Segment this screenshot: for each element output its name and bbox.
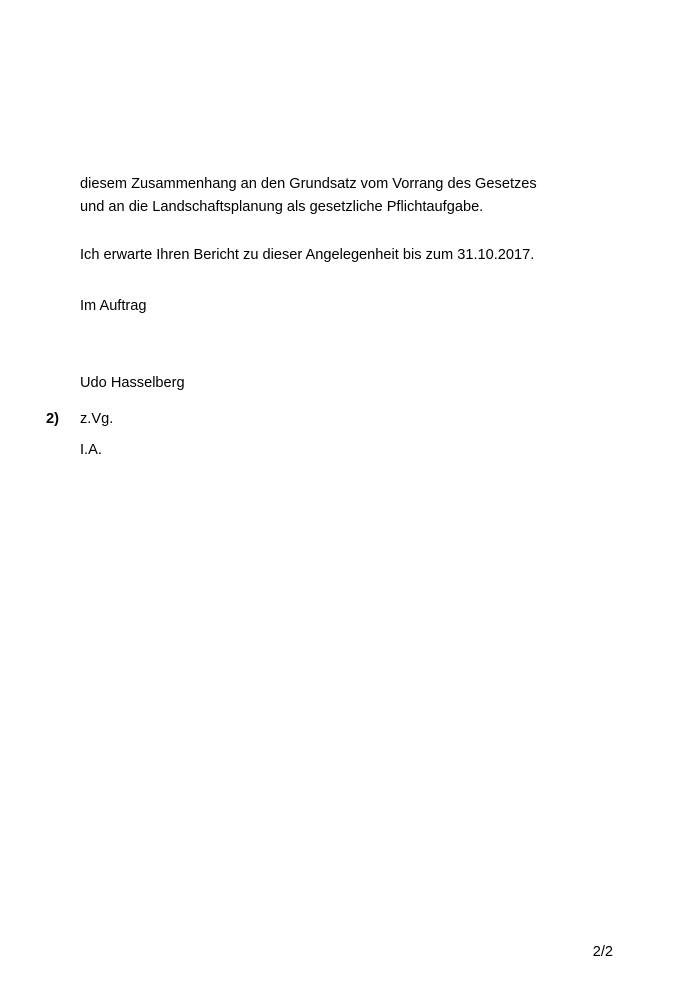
paragraph-line: diesem Zusammenhang an den Grundsatz vom Vorrang des Gesetzes bbox=[80, 176, 537, 192]
item-number: 2) bbox=[46, 411, 59, 427]
signatory-text: Udo Hasselberg bbox=[80, 375, 185, 391]
ia-text: I.A. bbox=[80, 442, 102, 458]
ia-note bbox=[80, 439, 534, 462]
closing-text: Im Auftrag bbox=[80, 298, 147, 314]
signatory-name bbox=[80, 372, 534, 395]
item-text: z.Vg. bbox=[80, 411, 114, 427]
closing-formula bbox=[80, 295, 534, 318]
paragraph-landscape-planning bbox=[80, 173, 537, 219]
paragraph-report-request bbox=[80, 244, 534, 267]
paragraph-line: Ich erwarte Ihren Bericht zu dieser Angelegenheit bis zum 31.10.2017. bbox=[80, 247, 535, 263]
page-number: 2/2 bbox=[592, 944, 613, 960]
paragraph-line: und an die Landschaftsplanung als gesetzliche Pflichtaufgabe. bbox=[80, 199, 484, 215]
